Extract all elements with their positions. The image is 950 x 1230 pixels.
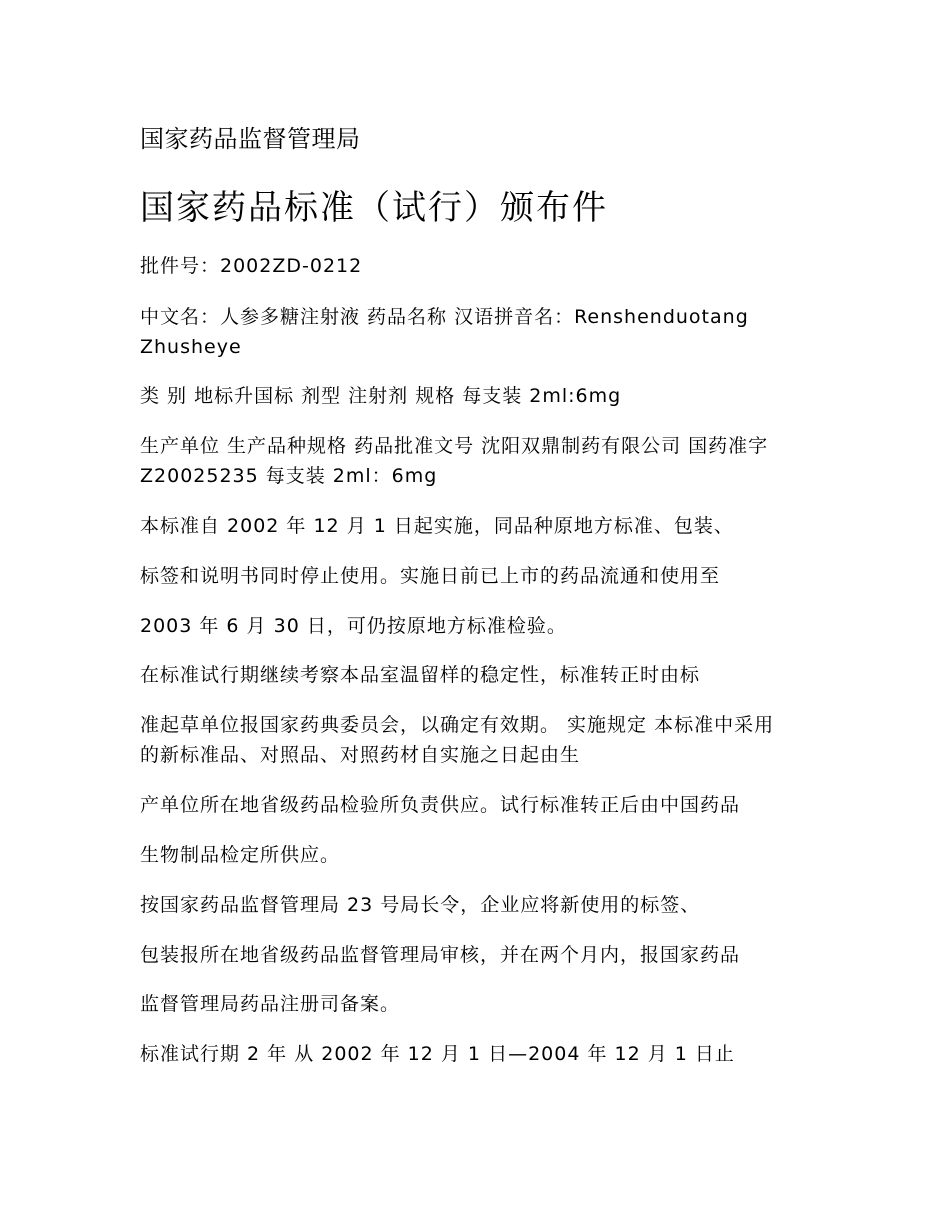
drug-name-line: 中文名：人参多糖注射液 药品名称 汉语拼音名：Renshenduotang: [140, 306, 749, 328]
paragraph-line: 准起草单位报国家药典委员会，以确定有效期。 实施规定 本标准中采用: [140, 714, 775, 736]
paragraph-line: 监督管理局药品注册司备案。: [140, 993, 401, 1015]
paragraph-line: 标签和说明书同时停止使用。实施日前已上市的药品流通和使用至: [140, 565, 721, 587]
approval-number: 批件号：2002ZD-0212: [140, 255, 363, 277]
paragraph-line: 包装报所在地省级药品监督管理局审核，并在两个月内，报国家药品: [140, 944, 741, 966]
paragraph-line: 按国家药品监督管理局 23 号局长令，企业应将新使用的标签、: [140, 894, 701, 916]
paragraph-line: 在标准试行期继续考察本品室温留样的稳定性，标准转正时由标: [140, 664, 701, 686]
paragraph-line: 生物制品检定所供应。: [140, 844, 341, 866]
drug-name-pinyin-continued: Zhusheye: [140, 336, 242, 358]
paragraph-line: 2003 年 6 月 30 日，可仍按原地方标准检验。: [140, 615, 567, 637]
approval-code-line: Z20025235 每支装 2ml：6mg: [140, 465, 438, 487]
document-title: 国家药品标准（试行）颁布件: [140, 188, 608, 228]
paragraph-line: 的新标准品、对照品、对照药材自实施之日起由生: [140, 744, 581, 766]
trial-period-line: 标准试行期 2 年 从 2002 年 12 月 1 日—2004 年 12 月 1 日止: [140, 1043, 735, 1065]
paragraph-line: 产单位所在地省级药品检验所负责供应。试行标准转正后由中国药品: [140, 794, 741, 816]
manufacturer-line: 生产单位 生产品种规格 药品批准文号 沈阳双鼎制药有限公司 国药准字: [140, 435, 769, 457]
category-dosage-spec-line: 类 别 地标升国标 剂型 注射剂 规格 每支装 2ml:6mg: [140, 385, 622, 407]
issuing-agency: 国家药品监督管理局: [140, 125, 361, 153]
paragraph-line: 本标准自 2002 年 12 月 1 日起实施，同品种原地方标准、包装、: [140, 515, 734, 537]
